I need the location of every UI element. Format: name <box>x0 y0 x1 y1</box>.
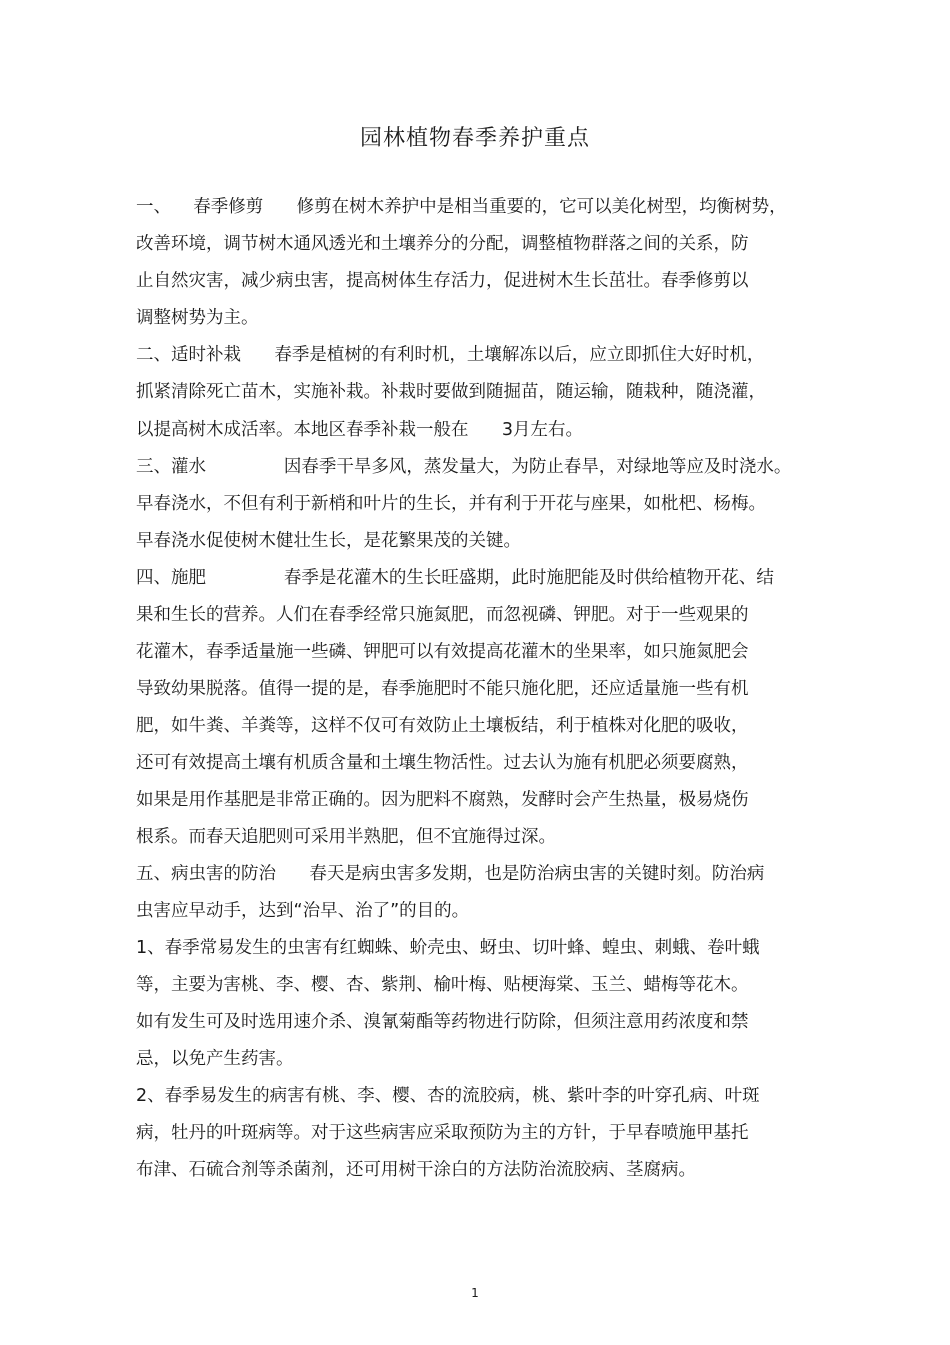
document-title: 园林植物春季养护重点 <box>359 126 590 151</box>
text-line: 布津、石硫合剂等杀菌剂，还可用树干涂白的方法防治流胶病、茎腐病。 <box>136 1160 696 1180</box>
text-line: 花灌木，春季适量施一些磷、钾肥可以有效提高花灌木的坐果率，如只施氮肥会 <box>136 642 749 662</box>
text-line: 如有发生可及时选用速介杀、溴氰菊酯等药物进行防除，但须注意用药浓度和禁 <box>136 1012 749 1032</box>
text-line: 四、施肥 春季是花灌木的生长旺盛期，此时施肥能及时供给植物开花、结 <box>136 568 774 588</box>
text-line: 1、春季常易发生的虫害有红蜘蛛、蚧壳虫、蚜虫、切叶蜂、蝗虫、刺蛾、卷叶蛾 <box>136 938 760 958</box>
text-line: 止自然灾害，减少病虫害，提高树体生存活力，促进树木生长茁壮。春季修剪以 <box>136 271 749 291</box>
text-line: 二、适时补栽 春季是植树的有利时机，土壤解冻以后，应立即抓住大好时机， <box>136 345 765 365</box>
text-line: 三、灌水 因春季干旱多风，蒸发量大，为防止春旱，对绿地等应及时浇水。 <box>136 457 792 477</box>
text-line: 根系。而春天追肥则可采用半熟肥，但不宜施得过深。 <box>136 827 556 847</box>
page-number: 1 <box>471 1286 479 1300</box>
text-line: 调整树势为主。 <box>136 308 259 328</box>
text-line: 等，主要为害桃、李、樱、杏、紫荆、榆叶梅、贴梗海棠、玉兰、蜡梅等花木。 <box>136 975 749 995</box>
text-line: 还可有效提高土壤有机质含量和土壤生物活性。过去认为施有机肥必须要腐熟， <box>136 753 749 773</box>
text-line: 一、 春季修剪 修剪在树木养护中是相当重要的，它可以美化树型，均衡树势， <box>136 197 787 217</box>
text-line: 忌，以免产生药害。 <box>136 1049 294 1069</box>
text-line: 2、春季易发生的病害有桃、李、樱、杏的流胶病，桃、紫叶李的叶穿孔病、叶斑 <box>136 1086 760 1106</box>
text-line: 五、病虫害的防治 春天是病虫害多发期，也是防治病虫害的关键时刻。防治病 <box>136 864 765 884</box>
text-line: 改善环境，调节树木通风透光和土壤养分的分配，调整植物群落之间的关系，防 <box>136 234 749 254</box>
text-line: 如果是用作基肥是非常正确的。因为肥料不腐熟，发酵时会产生热量，极易烧伤 <box>136 790 749 810</box>
text-line: 果和生长的营养。人们在春季经常只施氮肥，而忽视磷、钾肥。对于一些观果的 <box>136 605 749 625</box>
text-line: 抓紧清除死亡苗木，实施补栽。补栽时要做到随掘苗，随运输，随栽种，随浇灌， <box>136 382 766 402</box>
text-line: 虫害应早动手，达到“治早、治了”的目的。 <box>136 901 470 921</box>
text-line: 导致幼果脱落。值得一提的是，春季施肥时不能只施化肥，还应适量施一些有机 <box>136 679 749 699</box>
text-line: 以提高树木成活率。本地区春季补栽一般在 3月左右。 <box>136 420 584 440</box>
text-line: 肥，如牛粪、羊粪等，这样不仅可有效防止土壤板结，利于植株对化肥的吸收， <box>136 716 749 736</box>
text-line: 病，牡丹的叶斑病等。对于这些病害应采取预防为主的方针，于早春喷施甲基托 <box>136 1123 749 1143</box>
text-line: 早春浇水促使树木健壮生长，是花繁果茂的关键。 <box>136 531 521 551</box>
text-line: 早春浇水，不但有利于新梢和叶片的生长，并有利于开花与座果，如枇杷、杨梅。 <box>136 494 766 514</box>
